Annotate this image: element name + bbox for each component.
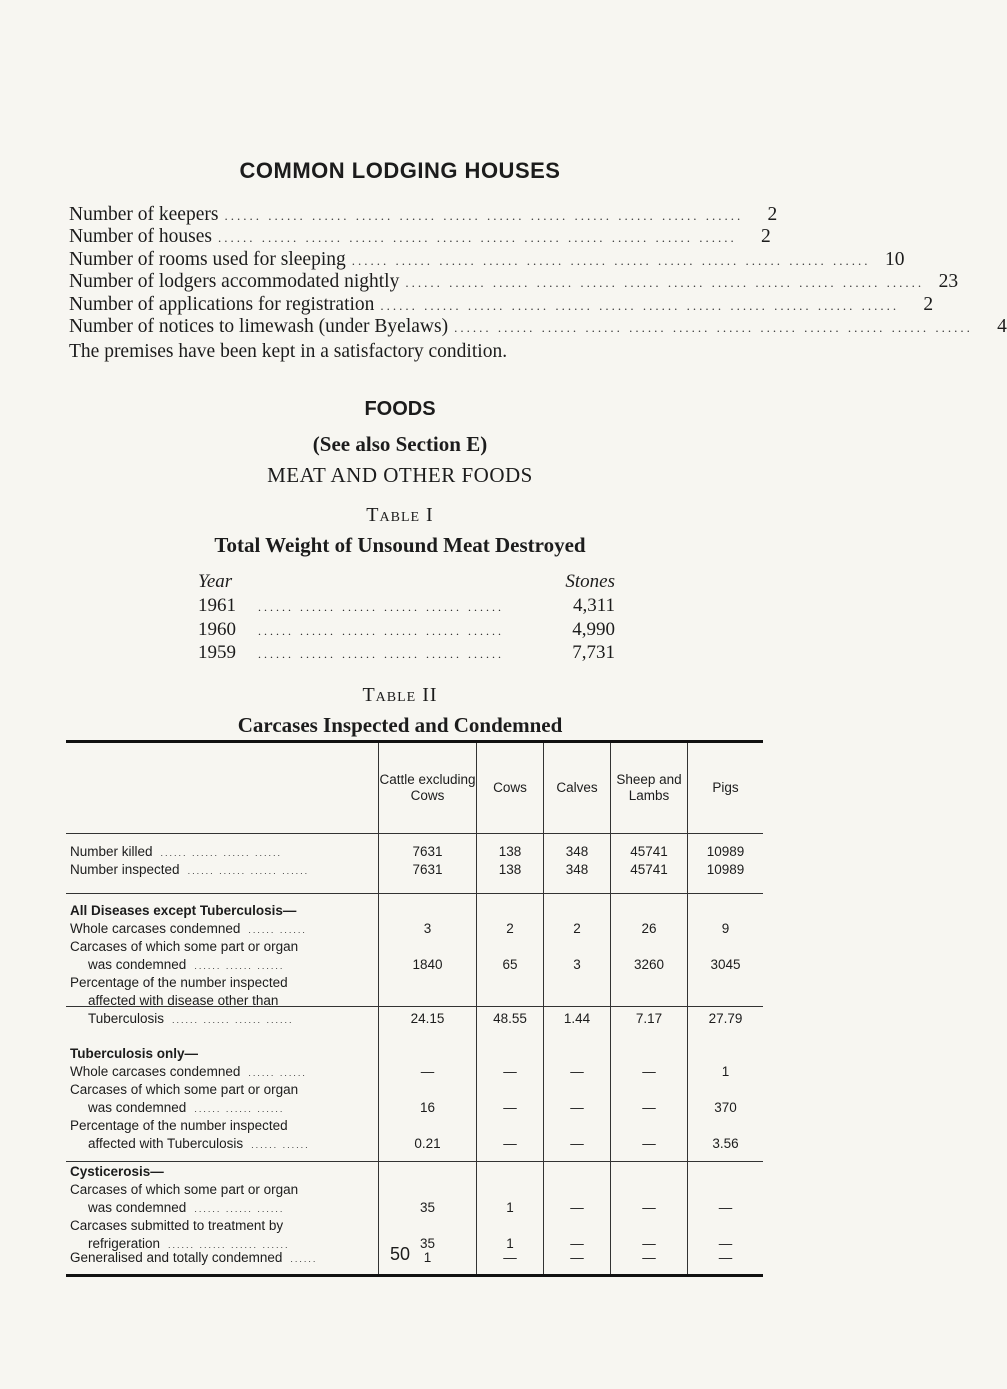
table-cell: — [570, 1200, 584, 1215]
stones-cell: 4,311 [572, 595, 615, 616]
label-text: was condemned [88, 1100, 187, 1115]
item-label: Number of lodgers accommodated nightly [69, 271, 400, 293]
item-value: 2 [767, 204, 778, 225]
row-label-part-1 [70, 1182, 298, 1197]
table-row [198, 642, 615, 666]
row-label-pct-2 [88, 1136, 310, 1151]
section-heading-tb-only: Tuberculosis only— [70, 1046, 199, 1061]
label-text: Tuberculosis [88, 1011, 165, 1026]
table-cell: 138 [498, 844, 522, 859]
table-cell: — [642, 1100, 656, 1115]
page-number: 50 [389, 1244, 411, 1264]
list-item [69, 204, 778, 226]
leader-dots: ...... ...... ...... [194, 1204, 285, 1214]
col-header-cattle: Cattle excluding Cows [379, 772, 476, 803]
leader-dots: ...... ...... ...... ...... [160, 848, 283, 858]
stones-cell: 4,990 [572, 618, 615, 640]
leader-dots: ...... ...... ...... ...... [168, 1240, 290, 1250]
table-cell: 27.79 [708, 1011, 743, 1026]
table-cell: 1 [506, 1200, 514, 1215]
year-cell: 1960 [198, 618, 236, 640]
section-title-foods: FOODS [364, 398, 436, 420]
item-value: 2 [760, 226, 771, 248]
year-cell: 1961 [198, 595, 236, 616]
table-cell: 9 [721, 921, 730, 936]
label-text: Carcases of which some part or organ [70, 1182, 299, 1197]
label-text: Generalised and totally condemned [70, 1250, 283, 1265]
leader-dots: ...... ...... ...... ...... ...... ...... ...... ...... ...... ...... ...... ...... [351, 252, 871, 268]
table-cell: 348 [565, 844, 589, 859]
row-rule [66, 893, 763, 894]
list-item [69, 315, 1007, 338]
row-label-refrig-1 [70, 1218, 283, 1233]
item-value: 23 [938, 271, 959, 293]
row-label-pct-1: Percentage of the number inspected [70, 975, 288, 990]
row-label-part-2 [88, 1100, 284, 1115]
leader-dots: ...... ...... ...... ...... ...... ...... ...... ...... ...... ...... ...... ...... [380, 297, 900, 313]
row-label-part-2 [88, 957, 284, 972]
label-text: affected with Tuberculosis [88, 1136, 244, 1151]
table-cell: 48.55 [493, 1011, 527, 1026]
table-cell: 10989 [706, 862, 745, 877]
table-cell: 3.56 [712, 1136, 739, 1151]
section-heading-cysticerosis [70, 1164, 164, 1179]
foods-subtitle: MEAT AND OTHER FOODS [267, 463, 533, 487]
item-label: Number of rooms used for sleeping [69, 248, 346, 270]
row-label-part-1: Carcases of which some part or organ [70, 1082, 299, 1097]
list-item [69, 226, 771, 248]
header-rule [66, 833, 763, 834]
leader-dots: ...... ...... ...... ...... ...... ...... [258, 600, 504, 614]
table-cell: 138 [498, 862, 522, 877]
table-cell: — [642, 1250, 656, 1265]
stones-header: Stones [565, 571, 615, 592]
label-text: Percentage of the number inspected [70, 1118, 288, 1133]
table-cell: 1 [721, 1064, 730, 1079]
table-cell: 0.21 [414, 1136, 441, 1151]
table-cell: 3 [573, 957, 581, 972]
leader-dots: ...... ...... ...... ...... ...... ...... [258, 623, 504, 638]
table-cell: — [642, 1136, 656, 1151]
item-value: 2 [923, 293, 934, 315]
label-text: Whole carcases condemned [70, 1064, 241, 1079]
table-cell: 24.15 [410, 1011, 445, 1026]
col-header-cows: Cows [493, 780, 527, 795]
table-cell: 1.44 [563, 1011, 591, 1026]
table-cell: 35 [419, 1200, 436, 1215]
table-cell: — [718, 1250, 733, 1265]
table-cell: 370 [714, 1100, 737, 1115]
table-cell: 3045 [710, 957, 741, 972]
leader-dots: ...... ...... ...... ...... ...... ...... ...... ...... ...... ...... ...... ...... [454, 319, 973, 335]
col-header-calves: Calves [556, 780, 598, 795]
table-cell: — [503, 1136, 517, 1151]
table-cell: — [718, 1200, 733, 1215]
leader-dots: ...... ...... [248, 1068, 307, 1078]
table-cell: — [570, 1136, 584, 1151]
table-cell: 3 [423, 921, 432, 936]
row-label-part-2 [88, 1200, 284, 1215]
item-label: Number of applications for registration [69, 293, 375, 315]
table-cell: 1 [423, 1250, 432, 1265]
table-cell: — [570, 1064, 584, 1079]
row-label-pct-2: affected with disease other than [88, 993, 279, 1008]
label-text: refrigeration [88, 1236, 161, 1251]
leader-dots: ...... ...... ...... ...... ...... ...... ...... ...... ...... ...... ...... ...... [217, 230, 737, 246]
table-cell: 7631 [412, 862, 443, 877]
table-cell: — [503, 1064, 517, 1079]
table2-label: Table II [362, 684, 438, 706]
row-label-part-1: Carcases of which some part or organ [70, 939, 299, 954]
table-cell: 45741 [630, 862, 668, 877]
table1-label: Table I [366, 504, 434, 526]
section-title-common-lodging: COMMON LODGING HOUSES [239, 158, 561, 183]
table1-header [198, 571, 615, 595]
table-cell: 3260 [633, 957, 665, 972]
table-cell: — [503, 1250, 517, 1265]
label-text: was condemned [88, 1200, 187, 1215]
item-label: Number of notices to limewash (under Byelaws) [69, 315, 449, 337]
leader-dots: ...... ...... ...... ...... [187, 866, 310, 876]
leader-dots: ...... ...... ...... ...... ...... ...... ...... ...... ...... ...... ...... ...... [405, 275, 925, 291]
table-cell: — [570, 1250, 584, 1265]
table-row [198, 595, 615, 619]
table-cell: — [503, 1100, 517, 1115]
col-header-pigs: Pigs [712, 780, 739, 795]
year-header: Year [198, 571, 233, 592]
list-item [69, 271, 959, 293]
leader-dots: ...... ...... ...... [194, 1104, 285, 1114]
label-text: Cysticerosis— [70, 1164, 164, 1179]
item-label: Number of houses [69, 226, 212, 248]
row-label-whole [70, 1064, 307, 1079]
list-item [69, 248, 905, 271]
table-cell: 348 [565, 862, 589, 877]
table-cell: — [642, 1200, 656, 1215]
table-cell: 45741 [630, 844, 668, 859]
see-also-note: (See also Section E) [312, 432, 488, 456]
table-cell: — [570, 1236, 584, 1251]
leader-dots: ...... ...... ...... ...... ...... ...... ...... ...... ...... ...... ...... ...... [224, 208, 744, 223]
row-label-pct-3 [88, 1011, 294, 1026]
table-cell: 16 [419, 1100, 436, 1115]
section-heading-all-diseases: All Diseases except Tuberculosis— [70, 903, 297, 918]
row-label-whole [70, 921, 307, 936]
leader-dots: ...... ...... [248, 925, 307, 935]
label-text: Carcases submitted to treatment by [70, 1218, 284, 1233]
table-cell: 35 [419, 1236, 436, 1251]
table-cell: 7631 [412, 844, 443, 859]
label-text: Number inspected [70, 862, 180, 877]
table-cell: — [718, 1236, 733, 1251]
row-rule [66, 1161, 763, 1162]
table1-title: Total Weight of Unsound Meat Destroyed [214, 533, 586, 557]
col-header-sheep: Sheep and Lambs [616, 772, 682, 803]
row-label-inspected [70, 862, 309, 877]
leader-dots: ...... ...... [251, 1140, 310, 1150]
table-cell: 1 [506, 1236, 514, 1251]
list-item [69, 293, 934, 316]
table-cell: 2 [506, 921, 514, 936]
item-label: Number of keepers [69, 204, 219, 225]
table-bottom-rule [66, 1274, 763, 1277]
row-label-pct-1 [70, 1118, 288, 1133]
label-text: was condemned [88, 957, 187, 972]
leader-dots: ...... ...... ...... ...... [172, 1015, 294, 1025]
table2-title: Carcases Inspected and Condemned [237, 713, 563, 737]
leader-dots: ...... ...... ...... [194, 961, 285, 971]
table2 [66, 740, 763, 1277]
row-label-killed [70, 844, 282, 859]
label-text: Whole carcases condemned [70, 921, 241, 936]
table-cell: 2 [573, 921, 581, 936]
table-cell: 65 [502, 957, 518, 972]
table-cell: 10989 [706, 844, 745, 859]
item-value: 10 [884, 248, 905, 270]
leader-dots: ...... ...... ...... ...... ...... ...... [258, 647, 504, 661]
label-text: Number killed [70, 844, 153, 859]
leader-dots: ...... [290, 1254, 318, 1264]
premises-note: The premises have been kept in a satisfactory condition. [69, 341, 508, 362]
table-row [198, 619, 615, 643]
table-cell: — [642, 1236, 656, 1251]
table-cell: — [570, 1100, 584, 1115]
item-value: 4 [997, 315, 1007, 337]
table-cell: 1840 [412, 957, 443, 972]
stones-cell: 7,731 [572, 642, 615, 663]
table-cell: — [420, 1064, 435, 1079]
table-cell: — [642, 1064, 656, 1079]
table-cell: 26 [641, 921, 657, 936]
table1 [198, 571, 615, 666]
common-lodging-list [69, 204, 1007, 338]
table-cell: 7.17 [635, 1011, 663, 1026]
year-cell: 1959 [198, 642, 236, 663]
